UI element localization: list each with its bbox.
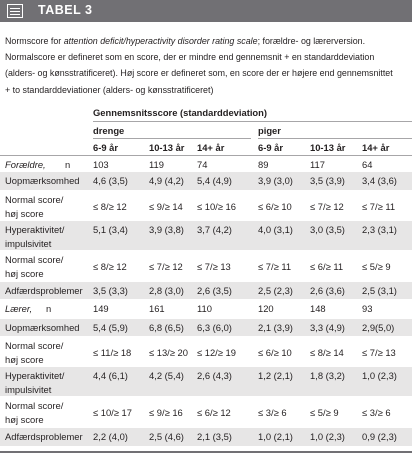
age-header: 14+ år [362,142,390,153]
sex-header-boys: drenge [93,125,125,136]
table-cell: 2,6 (3,6) [310,285,345,296]
table-cell: ≤ 5/≥ 9 [310,407,339,418]
table-cell: 5,1 (3,4) [93,224,128,235]
table-cell: ≤ 10/≥ 17 [93,407,132,418]
age-header: 14+ år [197,142,225,153]
table-cell: 6,3 (6,0) [197,322,232,333]
sex-rule [93,138,251,139]
table-cell: 120 [258,303,274,314]
table-cell: 148 [310,303,326,314]
table-cell: ≤ 5/≥ 9 [362,261,391,272]
table-cell: 3,7 (4,2) [197,224,232,235]
table-cell: 2,6 (3,5) [197,285,232,296]
age-rule [0,155,412,156]
table-cell: 4,9 (4,2) [149,175,184,186]
table-cell: ≤ 6/≥ 10 [258,347,292,358]
table-cell: 6,8 (6,5) [149,322,184,333]
row-label: høj score [5,414,44,425]
table-cell: ≤ 3/≥ 6 [362,407,391,418]
age-header: 6-9 år [258,142,284,153]
table-cell: 3,5 (3,9) [310,175,345,186]
table-cell: 4,6 (3,5) [93,175,128,186]
table-cell: ≤ 13/≥ 20 [149,347,188,358]
row-label: Hyperaktivitet/ [5,224,65,235]
row-label: Normal score/ [5,194,64,205]
table-cell: 2,5 (3,1) [362,285,397,296]
table-cell: ≤ 8/≥ 14 [310,347,344,358]
table-cell: 2,1 (3,5) [197,431,232,442]
row-label: Normal score/ [5,400,64,411]
table-cell: 149 [93,303,109,314]
table-cell: 1,0 (2,3) [362,370,397,381]
table-cell: 4,2 (5,4) [149,370,184,381]
table-cell: ≤ 12/≥ 19 [197,347,236,358]
table-cell: 103 [93,159,109,170]
table-cell: 3,9 (3,8) [149,224,184,235]
caption-line-4: + to standarddeviationer (alders- og kønsstratificeret) [5,84,214,95]
row-label: Lærer, [5,303,33,314]
table-cell: ≤ 6/≥ 12 [197,407,231,418]
row-label: Hyperaktivitet/ [5,370,65,381]
table-cell: ≤ 8/≥ 12 [93,261,127,272]
table-cell: 2,9(5,0) [362,322,395,333]
caption-scale-name: attention deficit/hyperactivity disorder rating scale [63,36,258,46]
table-cell: 93 [362,303,373,314]
table-cell: 2,1 (3,9) [258,322,293,333]
row-label: høj score [5,208,44,219]
row-label: Normal score/ [5,254,64,265]
table-cell: 2,5 (4,6) [149,431,184,442]
table-cell: 3,0 (3,5) [310,224,345,235]
table-cell: 2,8 (3,0) [149,285,184,296]
table-cell: ≤ 7/≥ 11 [362,201,396,212]
row-label: høj score [5,354,44,365]
table-cell: ≤ 9/≥ 14 [149,201,183,212]
row-label: Adfærdsproblemer [5,431,83,442]
table-cell: ≤ 10/≥ 16 [197,201,236,212]
table-title: TABEL 3 [38,3,93,17]
table-cell: 2,5 (2,3) [258,285,293,296]
table-cell: 161 [149,303,165,314]
table-cell: 3,3 (4,9) [310,322,345,333]
bottom-rule [0,451,412,453]
row-label: impulsivitet [5,384,52,395]
table-cell: 117 [310,159,325,170]
table-cell: 3,5 (3,3) [93,285,128,296]
age-header: 10-13 år [149,142,185,153]
table-cell: 89 [258,159,269,170]
row-label-n: n [46,303,52,314]
age-header: 6-9 år [93,142,119,153]
table-cell: 119 [149,159,164,170]
sex-header-girls: piger [258,125,281,136]
table-cell: 64 [362,159,373,170]
table-cell: 1,0 (2,1) [258,431,293,442]
table-cell: 3,9 (3,0) [258,175,293,186]
table-cell: ≤ 7/≥ 12 [310,201,344,212]
table-cell: 4,4 (6,1) [93,370,128,381]
header-rule [93,121,412,122]
table-cell: 5,4 (5,9) [93,322,128,333]
row-label: Forældre, [5,159,46,170]
row-label-n: n [65,159,71,170]
table-cell: 74 [197,159,208,170]
row-label: impulsivitet [5,238,52,249]
table-cell: 4,0 (3,1) [258,224,293,235]
row-label: høj score [5,268,44,279]
table-cell: ≤ 7/≥ 13 [362,347,396,358]
table-cell: 110 [197,303,212,314]
sex-rule [258,138,412,139]
table-cell: 1,8 (3,2) [310,370,345,381]
caption-line-2: Normalscore er defineret som en score, der er mindre end gennemsnit + en standarddeviation [5,52,375,63]
row-label: Adfærdsproblemer [5,285,83,296]
table-cell: ≤ 8/≥ 12 [93,201,127,212]
caption-text: ; forældre- og lærerversion. [257,36,366,46]
row-label: Normal score/ [5,340,64,351]
age-header: 10-13 år [310,142,346,153]
table-cell: 1,0 (2,3) [310,431,345,442]
table-cell: 2,6 (4,3) [197,370,232,381]
table-cell: 1,2 (2,1) [258,370,293,381]
table-cell: ≤ 7/≥ 13 [197,261,231,272]
table-cell: 5,4 (4,9) [197,175,232,186]
table-cell: 2,2 (4,0) [93,431,128,442]
table-cell: ≤ 7/≥ 11 [258,261,292,272]
table-cell: ≤ 9/≥ 16 [149,407,183,418]
caption-line-3: (alders- og kønsstratificeret). Høj score er defineret som, en score der er højere end gennemsnittet [5,68,393,79]
table-cell: ≤ 11/≥ 18 [93,347,132,358]
table-cell: ≤ 6/≥ 10 [258,201,292,212]
group-header: Gennemsnitsscore (standarddeviation) [93,107,268,118]
table-cell: ≤ 6/≥ 11 [310,261,344,272]
table-cell: 2,3 (3,1) [362,224,397,235]
row-label: Uopmærksomhed [5,322,80,333]
table-cell: 3,4 (3,6) [362,175,397,186]
table-cell: ≤ 3/≥ 6 [258,407,287,418]
caption-text: Normscore for [5,36,64,46]
table-cell: 0,9 (2,3) [362,431,397,442]
table-cell: ≤ 7/≥ 12 [149,261,183,272]
row-label: Uopmærksomhed [5,175,80,186]
